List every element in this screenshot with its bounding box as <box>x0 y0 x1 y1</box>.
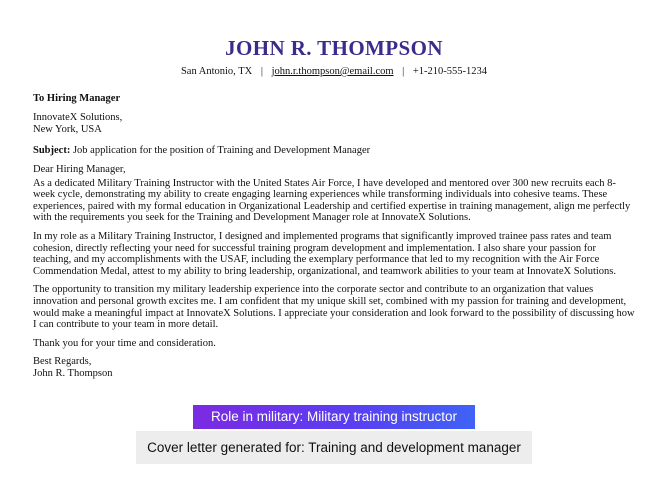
contact-line <box>33 65 635 78</box>
separator: | <box>260 66 263 77</box>
company-name: InnovateX Solutions, <box>33 111 123 123</box>
greeting: Dear Hiring Manager, <box>33 164 126 175</box>
location-text: San Antonio, TX <box>180 66 253 77</box>
email-link[interactable]: john.r.thompson@email.com <box>271 66 394 77</box>
generated-for-caption: Cover letter generated for: Training and development manager <box>136 431 532 464</box>
subject-text: Job application for the position of Training and Development Manager <box>72 144 371 156</box>
separator: | <box>402 66 405 77</box>
company-city: New York, USA <box>33 124 102 135</box>
body-paragraph: The opportunity to transition my military leadership experience into the corporate sector and contribute to an organization that values innovation and personal growth excites me. I am confident that my unique skill set, combined with my passion for training and development, would make a meaningful impact at InnovateX Solutions. I appreciate your consideration and look forward to the possibility of discussing how I can contribute to your team in more detail. <box>33 284 635 331</box>
role-badge: Role in military: Military training instructor <box>193 405 475 429</box>
thanks-line: Thank you for your time and consideration. <box>33 337 216 349</box>
phone-text: +1-210-555-1234 <box>412 66 488 77</box>
closing: Best Regards, <box>33 356 92 368</box>
signature: John R. Thompson <box>33 367 113 379</box>
body-paragraph: As a dedicated Military Training Instructor with the United States Air Force, I have developed and mentored over 300 new recruits each 8-week cycle, demonstrating my ability to create engaging learning experiences while transforming individuals into cohesive teams. These experiences, paired with my formal education in Organizational Leadership and certified expertise in training management, align me perfectly with the requirements you seek for the Training and Development Manager role at InnovateX Solutions. <box>33 177 631 224</box>
closing-block <box>33 356 635 379</box>
recipient-heading: To Hiring Manager <box>33 93 121 104</box>
subject-line <box>33 145 635 158</box>
subject-label: Subject: <box>33 144 71 156</box>
body-paragraph: In my role as a Military Training Instructor, I designed and implemented programs that significantly improved trainee pass rates and team cohesion, directly reflecting your need for successful training program development and implementation. I also share your passion for teaching, and my accomplishments with the USAF, including the exemplary performance that led to my recognition with the Air Force Commendation Medal, attest to my ability to bring leadership, organizational, and teamwork abilities to your team at InnovateX Solutions. <box>33 230 617 277</box>
applicant-name: JOHN R. THOMPSON <box>225 36 443 60</box>
recipient-address <box>33 112 635 137</box>
cover-letter <box>33 0 635 380</box>
